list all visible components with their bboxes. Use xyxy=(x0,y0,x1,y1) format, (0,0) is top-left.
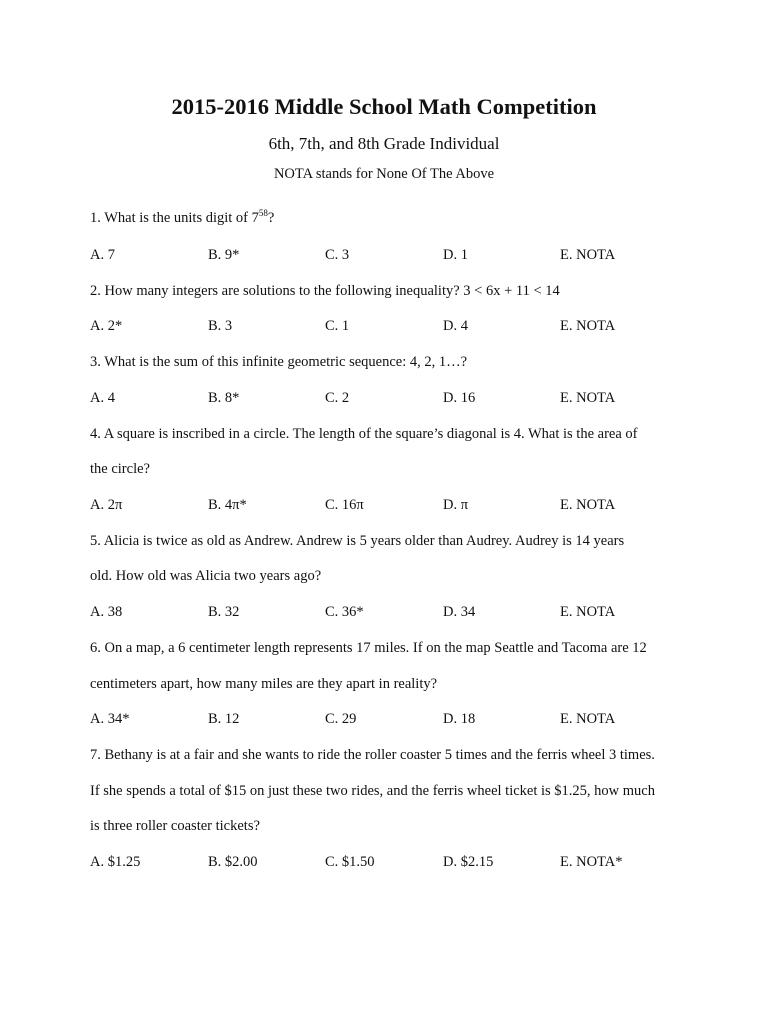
answer-option: B. $2.00 xyxy=(208,854,258,870)
question-5-answers xyxy=(90,602,690,622)
question-4-text-line-2: the circle? xyxy=(90,461,150,477)
answer-option: E. NOTA xyxy=(560,711,616,727)
answer-option: B. 4π* xyxy=(208,497,247,513)
answer-option: D. 16 xyxy=(443,390,476,406)
answer-option: C. 16π xyxy=(325,497,364,513)
question-1-exponent: 58 xyxy=(258,208,268,218)
answer-option: E. NOTA* xyxy=(560,854,623,870)
answer-option: C. 36* xyxy=(325,604,364,620)
question-6-text-line-2: centimeters apart, how many miles are they apart in reality? xyxy=(90,676,438,692)
nota-note: NOTA stands for None Of The Above xyxy=(273,166,495,182)
question-1-text xyxy=(90,208,690,228)
answer-option: D. 1 xyxy=(443,247,468,263)
question-6-answers xyxy=(90,709,690,729)
question-1-suffix: ? xyxy=(267,210,275,226)
answer-option: C. 1 xyxy=(325,318,350,334)
answer-option: D. 34 xyxy=(443,604,476,620)
answer-option: B. 12 xyxy=(208,711,240,727)
answer-option: C. 2 xyxy=(325,390,350,406)
question-5-text-line-1: 5. Alicia is twice as old as Andrew. Andrew is 5 years older than Audrey. Audrey is 14 years xyxy=(90,533,625,549)
question-7-text-line-3: is three roller coaster tickets? xyxy=(90,818,260,834)
answer-option: D. π xyxy=(443,497,469,513)
answer-option: E. NOTA xyxy=(560,390,616,406)
answer-option: A. 38 xyxy=(90,604,123,620)
answer-option: E. NOTA xyxy=(560,318,616,334)
document-title: 2015-2016 Middle School Math Competition xyxy=(171,94,597,119)
question-4-answers xyxy=(90,495,690,515)
question-4-text-line-1: 4. A square is inscribed in a circle. The length of the square’s diagonal is 4. What is the area of xyxy=(90,426,638,442)
question-7-text-line-1: 7. Bethany is at a fair and she wants to ride the roller coaster 5 times and the ferris wheel 3 times. xyxy=(90,747,655,763)
question-3-text: 3. What is the sum of this infinite geometric sequence: 4, 2, 1…? xyxy=(90,354,468,370)
answer-option: C. 3 xyxy=(325,247,350,263)
answer-option: A. $1.25 xyxy=(90,854,141,870)
answer-option: B. 8* xyxy=(208,390,240,406)
answer-option: A. 7 xyxy=(90,247,115,263)
question-6-text-line-1: 6. On a map, a 6 centimeter length represents 17 miles. If on the map Seattle and Tacoma are 12 xyxy=(90,640,647,656)
answer-option: D. 18 xyxy=(443,711,476,727)
question-2-text: 2. How many integers are solutions to the following inequality? 3 < 6x + 11 < 14 xyxy=(90,283,560,299)
answer-option: A. 2* xyxy=(90,318,123,334)
question-2-answers xyxy=(90,316,690,336)
answer-option: B. 9* xyxy=(208,247,240,263)
answer-option: E. NOTA xyxy=(560,247,616,263)
question-7-text-line-2: If she spends a total of $15 on just these two rides, and the ferris wheel ticket is $1.25, how much xyxy=(90,783,655,799)
answer-option: C. $1.50 xyxy=(325,854,375,870)
answer-option: B. 32 xyxy=(208,604,240,620)
answer-option: A. 34* xyxy=(90,711,130,727)
answer-option: A. 4 xyxy=(90,390,115,406)
question-1-answers xyxy=(90,245,690,265)
answer-option: E. NOTA xyxy=(560,604,616,620)
answer-option: B. 3 xyxy=(208,318,233,334)
question-5-text-line-2: old. How old was Alicia two years ago? xyxy=(90,568,322,584)
answer-option: E. NOTA xyxy=(560,497,616,513)
document-subtitle: 6th, 7th, and 8th Grade Individual xyxy=(268,134,500,153)
question-7-answers xyxy=(90,852,690,872)
answer-option: D. 4 xyxy=(443,318,468,334)
answer-option: C. 29 xyxy=(325,711,357,727)
answer-option: A. 2π xyxy=(90,497,123,513)
answer-option: D. $2.15 xyxy=(443,854,494,870)
question-3-answers xyxy=(90,388,690,408)
question-1-prefix: 1. What is the units digit of 7 xyxy=(90,210,259,226)
